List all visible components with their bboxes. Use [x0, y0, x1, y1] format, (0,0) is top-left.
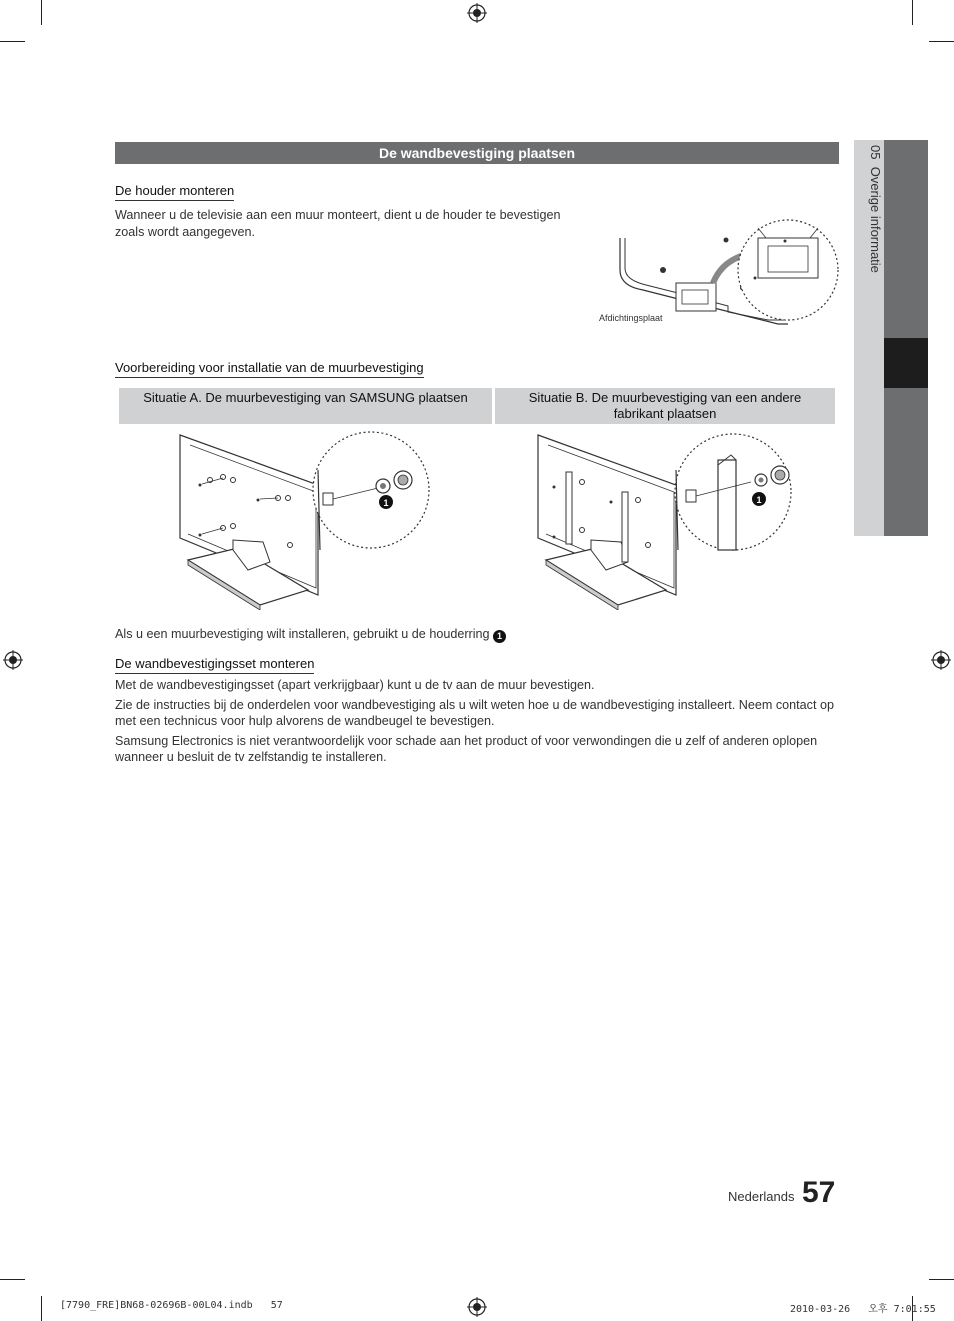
- crop-mark: [929, 1279, 954, 1280]
- page-number: 57: [802, 1176, 836, 1209]
- situation-a-illustration: [178, 430, 443, 610]
- registration-mark-icon: [467, 3, 487, 23]
- crop-mark: [929, 41, 954, 42]
- crop-mark: [41, 0, 42, 25]
- kit-paragraph: Met de wandbevestigingsset (apart verkrijgbaar) kunt u de tv aan de muur bevestigen.: [115, 678, 595, 692]
- kit-heading: De wandbevestigingsset monteren: [115, 656, 314, 674]
- situation-a-label: Situatie A. De muurbevestiging van SAMSUNG plaatsen: [143, 390, 468, 405]
- footer-language: Nederlands: [728, 1189, 795, 1204]
- holder-heading: De houder monteren: [115, 183, 234, 201]
- seal-plate-label: Afdichtingsplaat: [599, 313, 663, 323]
- chapter-title: Overige informatie: [868, 166, 883, 273]
- crop-mark: [0, 41, 25, 42]
- side-tab-label: [857, 145, 883, 345]
- registration-mark-icon: [3, 650, 23, 670]
- kit-paragraph: Zie de instructies bij de onderdelen voor wandbevestiging als u wilt weten hoe u de wandbevestiging installeert. Neem contact op met een technicus voor hulp alvorens de wandbeugel te bevestigen.: [115, 697, 834, 728]
- situation-b-label: Situatie B. De muurbevestiging van een andere fabrikant plaatsen: [528, 390, 802, 421]
- crop-mark: [41, 1296, 42, 1321]
- chapter-number: 05: [868, 145, 883, 160]
- prep-heading: Voorbereiding voor installatie van de muurbevestiging: [115, 360, 424, 378]
- section-title: De wandbevestiging plaatsen: [115, 142, 839, 164]
- situation-a-header: [119, 388, 492, 424]
- crop-mark: [912, 0, 913, 25]
- kit-paragraphs: [115, 677, 840, 766]
- situation-b-header: [495, 388, 835, 424]
- registration-mark-icon: [931, 650, 951, 670]
- marker-1-badge: 1: [493, 630, 506, 643]
- crop-mark: [0, 1279, 25, 1280]
- side-tab-chapter-marker: [884, 338, 928, 388]
- footer-file-info: [7790_FRE]BN68-02696B-00L04.indb 57: [60, 1300, 283, 1311]
- holder-text: Wanneer u de televisie aan een muur monteert, dient u de houder te bevestigen zoals wordt aangegeven.: [115, 208, 561, 239]
- svg-text:1: 1: [756, 495, 762, 505]
- holder-ring-note-text: Als u een muurbevestiging wilt installeren, gebruikt u de houderring: [115, 627, 490, 641]
- situation-b-illustration: [536, 430, 801, 610]
- footer-print-stamp: 2010-03-26 오후 7:01:55: [790, 1304, 936, 1315]
- svg-text:1: 1: [383, 498, 389, 508]
- kit-paragraph: Samsung Electronics is niet verantwoordelijk voor schade aan het product of voor verwondingen die u zelf of anderen oplopen wanneer u besluit de tv zelfstandig te installeren.: [115, 733, 818, 764]
- holder-ring-note: [115, 626, 506, 643]
- registration-mark-icon: [467, 1297, 487, 1317]
